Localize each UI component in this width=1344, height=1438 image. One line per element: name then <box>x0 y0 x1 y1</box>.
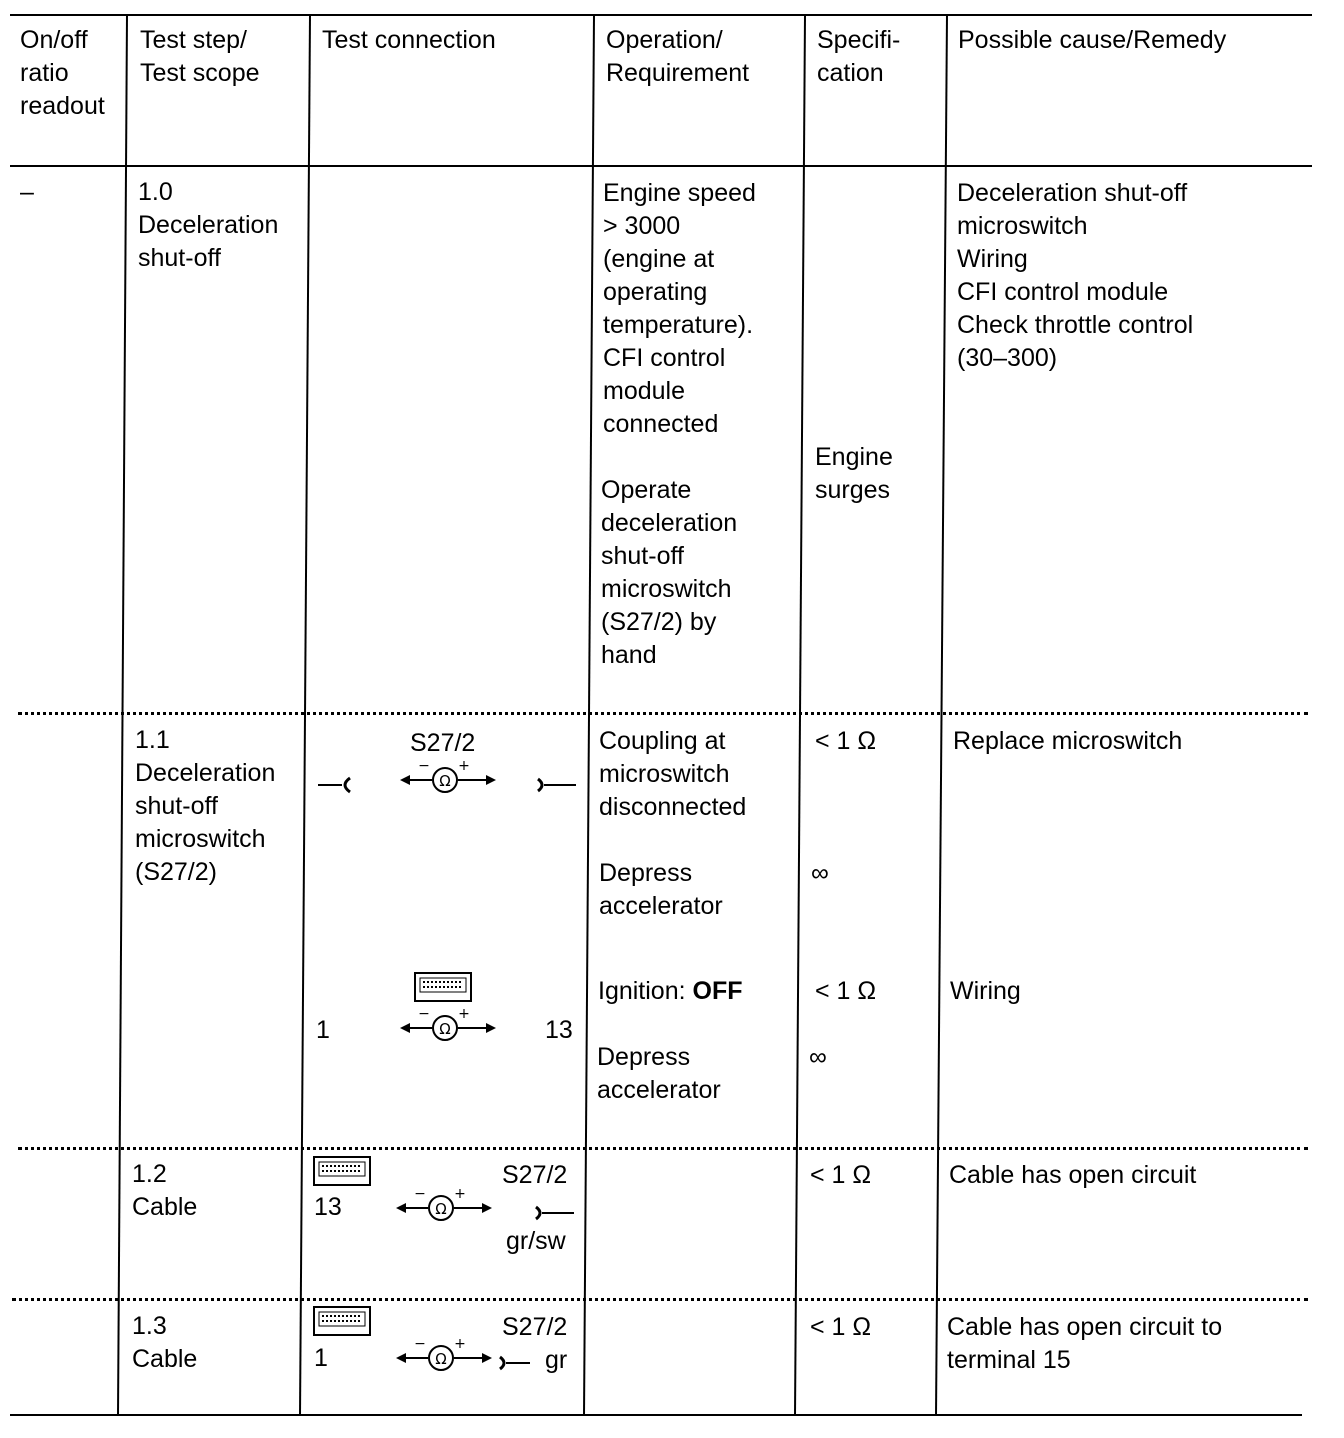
svg-text:+: + <box>454 1188 466 1202</box>
row-1-1-op-d: Depress accelerator <box>597 1043 721 1104</box>
header-test-step: Test step/ Test scope <box>140 26 260 87</box>
svg-text:−: − <box>418 760 430 774</box>
row-1-3-step: 1.3 Cable <box>132 1312 198 1373</box>
row-1-2-step: 1.2 Cable <box>132 1160 198 1221</box>
row-1-2-cause: Cable has open circuit <box>949 1161 1197 1189</box>
row-1-1-spec-a: < 1 Ω <box>815 727 877 755</box>
row-1-3-conn-wire: gr <box>545 1346 568 1374</box>
row-1-1-cause-c: Wiring <box>950 977 1021 1005</box>
header-on-off-ratio: On/off ratio readout <box>20 26 105 120</box>
row-1-2-spec: < 1 Ω <box>810 1161 872 1189</box>
row-1-3-conn-left: 1 <box>314 1344 328 1372</box>
test-box-icon <box>313 1156 373 1188</box>
svg-text:+: + <box>454 1338 466 1352</box>
row-1-1-op-a: Coupling at microswitch disconnected <box>599 727 747 821</box>
header-possible-cause: Possible cause/Remedy <box>958 26 1227 54</box>
plug-connector-icon <box>536 770 580 800</box>
ohmmeter-icon <box>398 760 500 800</box>
row-1-0-operation-a: Engine speed > 3000 (engine at operating temperature). CFI control module connected <box>603 179 756 438</box>
row-1-1-op-b: Depress accelerator <box>599 859 723 920</box>
row-1-1-spec-d: ∞ <box>809 1043 827 1071</box>
row-1-0-step: 1.0 Deceleration shut-off <box>138 178 279 272</box>
row-1-1-op-c <box>598 975 743 1008</box>
row-1-3-cause: Cable has open circuit to terminal 15 <box>947 1313 1223 1374</box>
svg-text:−: − <box>414 1188 426 1202</box>
test-box-icon <box>414 972 474 1004</box>
header-test-connection: Test connection <box>322 26 496 54</box>
svg-text:−: − <box>418 1008 430 1022</box>
svg-text:Ω: Ω <box>439 772 451 790</box>
row-1-3-spec: < 1 Ω <box>810 1313 872 1341</box>
row-1-1-spec-b: ∞ <box>811 859 829 887</box>
row-1-1-step: 1.1 Deceleration shut-off microswitch (S27/2) <box>135 726 276 886</box>
row-1-1-conn-b-left: 1 <box>316 1016 330 1044</box>
svg-text:−: − <box>414 1338 426 1352</box>
plug-connector-icon <box>534 1200 578 1226</box>
row-1-1-conn-b-right: 13 <box>545 1016 573 1044</box>
ohmmeter-icon <box>394 1338 496 1378</box>
svg-text:Ω: Ω <box>435 1200 447 1218</box>
test-box-icon <box>313 1306 373 1338</box>
row-1-0-operation-b: Operate deceleration shut-off microswitch (S27/2) by hand <box>601 476 738 669</box>
ohmmeter-icon <box>394 1188 496 1228</box>
row-1-0-readout: – <box>20 178 34 206</box>
row-1-1-cause-a: Replace microswitch <box>953 727 1183 755</box>
row-1-1-conn-a-label: S27/2 <box>410 729 476 757</box>
header-operation: Operation/ Requirement <box>606 26 750 87</box>
svg-text:+: + <box>458 760 470 774</box>
row-1-0-spec: Engine surges <box>815 443 893 504</box>
ignition-state: OFF <box>692 977 743 1005</box>
row-1-0-cause: Deceleration shut-off microswitch Wiring CFI control module Check throttle control (30–300) <box>957 179 1194 372</box>
row-1-1-spec-c: < 1 Ω <box>815 977 877 1005</box>
svg-text:Ω: Ω <box>435 1350 447 1368</box>
ohmmeter-icon <box>398 1008 500 1048</box>
socket-connector-icon <box>316 770 356 800</box>
row-1-2-conn-wire: gr/sw <box>506 1227 566 1255</box>
row-1-2-conn-left: 13 <box>314 1193 342 1221</box>
header-specification: Specifi- cation <box>817 26 901 87</box>
row-1-3-conn-label: S27/2 <box>502 1313 568 1341</box>
ignition-label: Ignition: <box>598 977 693 1005</box>
row-1-2-conn-label: S27/2 <box>502 1161 568 1189</box>
svg-text:Ω: Ω <box>439 1020 451 1038</box>
svg-text:+: + <box>458 1008 470 1022</box>
plug-connector-icon <box>498 1350 534 1376</box>
